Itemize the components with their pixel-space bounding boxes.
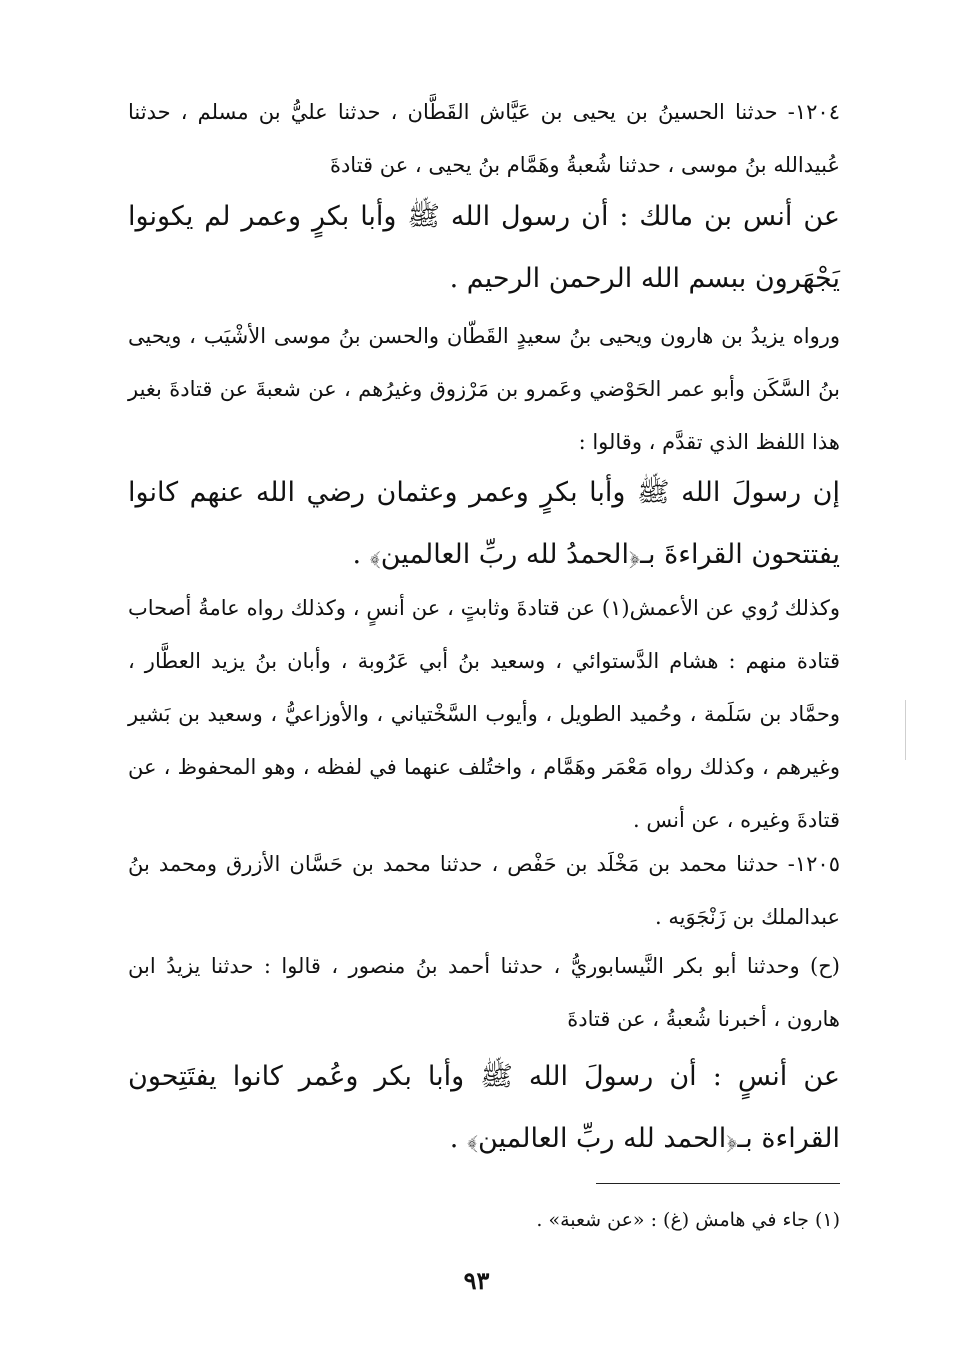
paragraph-riwaya-variants: ورواه يزيدُ بن هارون ويحيى بنُ سعيدٍ القَطّان والحسن بنُ موسى الأشْيَب ، ويحيى بنُ السَّكَن وأبو عمر الحَوْضي وعَمرو بن مَرْزوق وغيرُهم ، عن شعبةَ عن قتادةَ بغير هذا اللفظ الذي تقدَّم ، وقالوا : — [128, 324, 840, 454]
footnote-divider — [596, 1183, 840, 1184]
paragraph-isnad-1204: ١٢٠٤- حدثنا الحسينُ بن يحيى بن عَيَّاش القَطَّان ، حدثنا عليُّ بن مسلم ، حدثنا عُبيدالله بنُ موسى ، حدثنا شُعبةُ وهَمَّام بنُ يحيى ، عن قتادةَ — [128, 100, 840, 177]
paragraph-matn-1205: عن أنسٍ : أن رسولَ الله ﷺ وأبا بكر وعُمر كانوا يفتَتِحون القراءة بـ﴿الحمد لله ربِّ العالمين﴾ . — [128, 1061, 840, 1154]
paragraph-matn-variant: إن رسولَ الله ﷺ وأبا بكرٍ وعمر وعثمان رضي الله عنهم كانوا يفتتحون القراءةَ بـ﴿الحمدُ لله ربِّ العالمين﴾ . — [128, 477, 840, 570]
paragraph-isnad-1205: ١٢٠٥- حدثنا محمد بن مَخْلَد بن حَفْص ، حدثنا محمد بن حَسَّان الأزرق ومحمد بنُ عبدالملك بن زَنْجَوَيه . — [128, 852, 840, 929]
paragraph-matn-1204: عن أنس بن مالك : أن رسول الله ﷺ وأبا بكرٍ وعمر لم يكونوا يَجْهَرون ببسم الله الرحمن الرحيم . — [128, 201, 840, 294]
paragraph-transmitters: وكذلك رُوي عن الأعمش(١) عن قتادةَ وثابتٍ ، عن أنسٍ ، وكذلك رواه عامةُ أصحاب قتادة منهم : هشام الدَّستوائي ، وسعيد بنُ أبي عَرُوبة ، وأبان بنُ يزيد العطَّار ، وحمَّاد بن سَلَمة ، وحُميد الطويل ، وأيوب السَّخْتياني ، والأوزاعيُّ ، وسعيد بن بَشير وغيرهم ، وكذلك رواه مَعْمَر وهَمَّام ، واختُلف عنهما في لفظه ، وهو المحفوظ ، عن قتادةَ وغيره ، عن أنس . — [128, 596, 841, 832]
paragraph-isnad-ha: (ح) وحدثنا أبو بكر النَّيسابوريُّ ، حدثنا أحمد بنُ منصور ، قالوا : حدثنا يزيدُ ابن هارون ، أخبرنا شُعبةُ ، عن قتادةَ — [128, 954, 840, 1031]
footnote: (١) جاء في هامش (غ) : «عن شعبة» . — [536, 1209, 840, 1231]
scan-edge-mark — [905, 700, 906, 760]
page-number: ٩٣ — [463, 1266, 490, 1295]
